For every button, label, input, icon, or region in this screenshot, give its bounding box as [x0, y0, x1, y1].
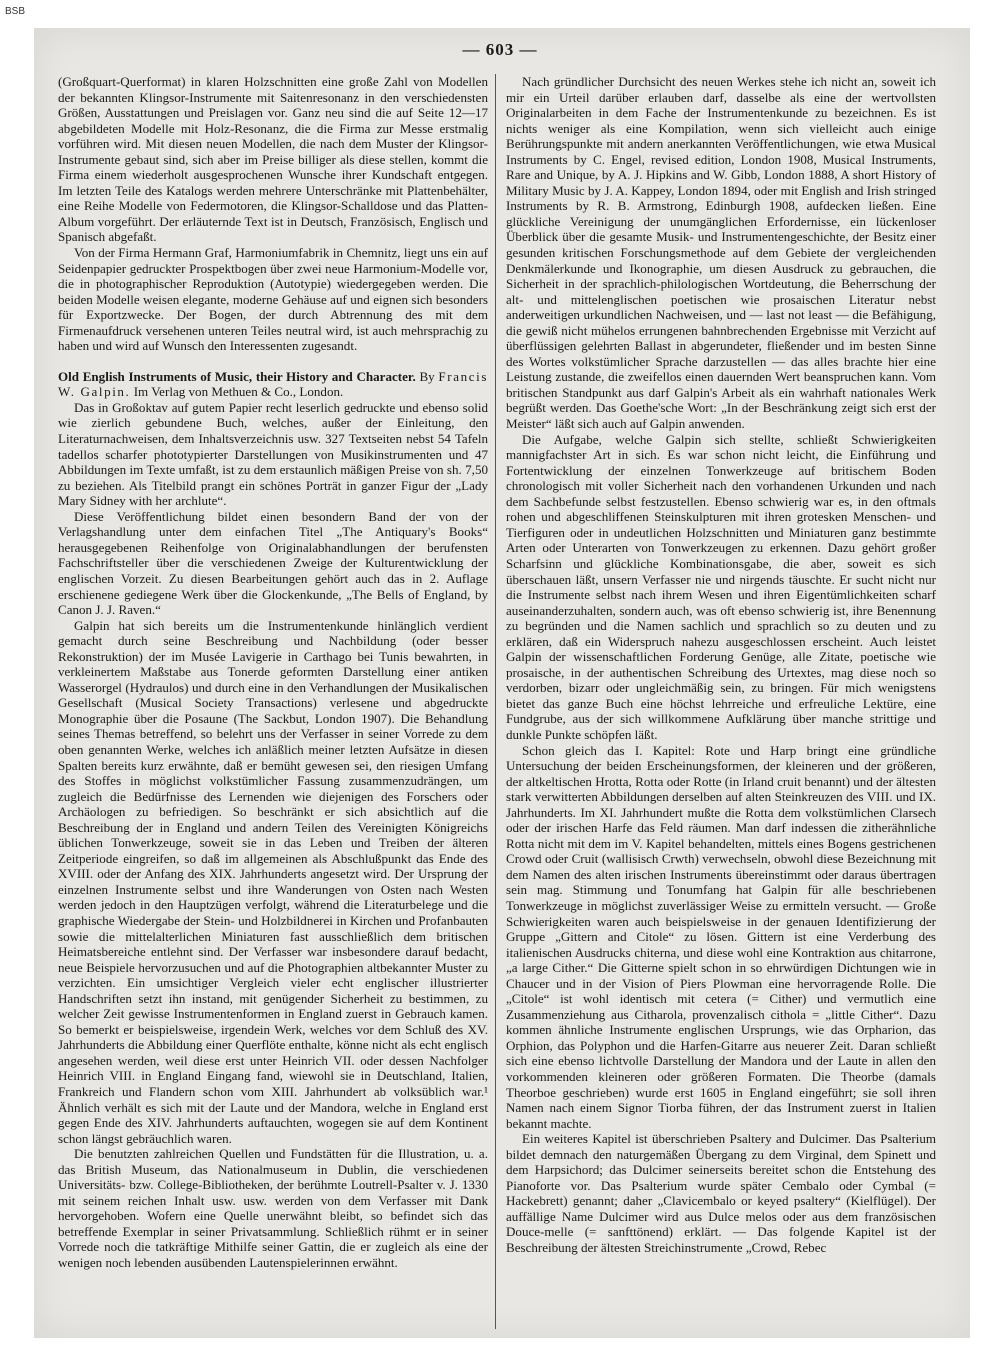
paragraph: Galpin hat sich bereits um die Instrumentenkunde hinlänglich verdient gemacht durch seine Beschreibung und Nachbildung (oder besser Rekonstruktion) der im Musée Lavigerie in Carthago bei Tunis bewahrten, in verkleinertem Maßstabe aus Tonerde geformten Darstellung einer antiken Wasserorgel (Hydraulos) und durch eine in den Verhandlungen der Musikalischen Gesellschaft (Musical Society Transactions) verlesene und abgedruckte Monographie über die Posaune (The Sackbut, London 1907). Die Behandlung seines Themas betreffend, so belehrt uns der Verfasser in seiner Vorrede zu dem oben genannten Werke, welches ich anläßlich meiner letzten Aufsätze in diesen Spalten bereits kurz erwähnte, daß er bemüht gewesen sei, den riesigen Umfang des Stoffes in möglichst volkstümlicher Fassung zusammenzudrängen, um zugleich die Bedürfnisse des Lernenden wie diejenigen des Forschers oder Archäologen zu befriedigen. So beschränkt er sich absichtlich auf die Beschreibung der in England und andern Teilen des Vereinigten Königreichs üblichen Tonwerkzeuge, soweit sie in das Leben und Treiben der älteren Zeitperiode eingreifen, so daß im allgemeinen als Abschlußpunkt das Ende des XVIII. oder der Anfang des XIX. Jahrhunderts angesetzt wird. Der Ursprung der einzelnen Instrumente selbst und ihre Wanderungen von Osten nach Westen werden jedoch in den Hauptzügen verfolgt, während die Literaturbelege und die graphische Wiedergabe der Stein- und Holzbildnerei in Kirchen und Profanbauten sowie die mittelalterlichen Miniaturen fast ausschließlich dem britischen Heimatsbereiche entlehnt sind. Der Verfasser war insbesondere darauf bedacht, neue Beispiele hervorzusuchen und auf die Photographien altbekannter Muster zu verzichten. Ein umsichtiger Vergleich vieler echt englischer illustrierter Handschriften setzt ihn instand, mit genügender Sicherheit zu bestimmen, zu welcher Zeit gewisse Instrumentenformen in England zuerst in Gebrauch kamen. So bemerkt er beispielsweise, irgendein Werk, welches vor dem Schluß des XV. Jahrhunderts die Abbildung einer Querflöte enthalte, könne nicht als echt englisch angesehen werden, weil diese erst unter Heinrich VII. oder dessen Nachfolger Heinrich VIII. in England Eingang fand, wiewohl sie in Deutschland, Italien, Frankreich und Flandern schon vom XIII. Jahrhundert ab volksüblich war.¹ Ähnlich verhält es sich mit der Laute und der Mandora, welche in England erst gegen Ende des XIV. Jahrhunderts auftauchten, wogegen sie auf dem Kontinent schon längst gebräuchlich waren.	[58, 617, 488, 1146]
review-heading	[58, 369, 488, 400]
paragraph: Das in Großoktav auf gutem Papier recht leserlich gedruckte und ebenso solid wie zierlich gebundene Buch, welches, außer der Einleitung, den Literaturnachweisen, dem Inhaltsverzeichnis usw. 327 Textseiten nebst 54 Tafeln tadellos scharfer phototypierter Darstellungen von Musikinstrumenten und 47 Abbildungen im Texte umfaßt, ist zu dem erstaunlich mäßigen Preise von sh. 7,50 zu beziehen. Als Titelbild prangt ein schönes Porträt in ganzer Figur der „Lady Mary Sidney with her archlute“.	[58, 399, 488, 509]
review-publisher: Im Verlag von Methuen & Co., London.	[133, 384, 344, 400]
page-number: — 603 —	[462, 40, 538, 59]
right-column	[506, 74, 936, 1256]
paragraph: Die Aufgabe, welche Galpin sich stellte, schließt Schwierigkeiten mannigfachster Art in sich. Es war schon nicht leicht, die Einführung und Fortentwicklung der einzelnen Tonwerkzeuge auf britischem Boden chronologisch mit voller Sicherheit nach den vorhandenen Urkunden und nach dem Sachbefunde selbst festzustellen. Ebenso schwierig war es, in den oftmals rohen und abgeschliffenen Steinskulpturen mit ihren grotesken Menschen- und Tierfiguren oder in undeutlichen Holzschnitten und Miniaturen ganz bestimmte Arten oder Unterarten von Tonwerkzeugen zu erkennen. Dazu gehört großer Scharfsinn und glückliche Kombinationsgabe, die aber, soweit es sich überschauen läßt, unsern Verfasser nie und nirgends täuschte. Er sucht nicht nur die Instrumente selbst nach ihrem Wesen und ihren Eigentümlichkeiten scharf auseinanderzuhalten, sondern auch, was oft ebenso schwierig ist, ihre Benennung zu begründen und die Namen sachlich und sprachlich so zu deuten und zu erklären, daß ein Widerspruch nahezu ausgeschlossen erscheint. Auch leistet Galpin der wissenschaftlichen Forderung Genüge, alle Zitate, poetische wie prosaische, in der authentischen Schreibung des Urtextes, mag diese noch so verdorben, bizarr oder ungleichmäßig sein, zu bringen. Für mich wenigstens bietet das ganze Buch eine höchst lehrreiche und erfreuliche Lektüre, eine Fundgrube, aus der sich willkommene Aufklärung über manche strittige und dunkle Punkte schöpfen läßt.	[506, 431, 936, 742]
paragraph: Schon gleich das I. Kapitel: Rote und Harp bringt eine gründliche Untersuchung der beiden Erscheinungsformen, der kleineren und der größeren, der altkeltischen Hrotta, Rotta oder Rotte (in Irland cruit benannt) und der ältesten stark verwitterten Abbildungen derselben auf alten Steinkreuzen des VIII. und IX. Jahrhunderts. Im XI. Jahrhundert mußte die Rotta dem volkstümlichen Clarsech oder der irischen Harfe das Feld räumen. Man darf indessen die zitherähnliche Rotta nicht mit dem im V. Kapitel behandelten, mittels eines Bogens gestrichenen Crowd oder Cruit (wallisisch Crwth) verwechseln, obwohl diese Bezeichnung mit dem Namen des alten irischen Instruments übereinstimmt oder daraus übertragen sein mag. Stimmung und Tonumfang hat Galpin für alle beschriebenen Tonwerkzeuge in möglichst zuverlässiger Weise zu ermitteln versucht. — Große Schwierigkeiten waren auch beispielsweise in der genauen Identifizierung der Gruppe „Gittern and Citole“ zu lösen. Gittern ist eine Verderbung des italienischen Ausdrucks chiterna, und diese wohl eine Kontraktion aus chitarrone, „a large Cither.“ Die Gitterne spielt schon in so ehrwürdigen Dichtungen wie in Chaucer und in der Vision of Piers Plowman eine hervorragende Rolle. Die „Citole“ ist wohl identisch mit cetera (= Cither) und vermutlich eine Zusammenziehung aus Citharola, provenzalisch cithola = „little Cither“. Dazu kommen ähnliche Instrumente englischen Ursprungs, wie das Orpharion, das Orphion, das Polyphon und die Harfen-Gitarre aus neuerer Zeit. Daran schließt sich eine ebenso lichtvolle Darstellung der Mandora und der Laute in allen den vorkommenden kleineren oder größeren Formaten. Die Theorbe (damals Theorboe geschrieben) wurde erst 1605 in England eingeführt; sie soll ihren Namen nach einem Signor Tiorba führen, der das Instrument zuerst in Italien bekannt machte.	[506, 742, 936, 1131]
column-divider	[495, 74, 496, 1329]
paragraph: Nach gründlicher Durchsicht des neuen Werkes stehe ich nicht an, soweit ich mir ein Urteil darüber erlauben darf, dasselbe als eine der wertvollsten Originalarbeiten in dem Fache der Instrumentenkunde zu bezeichnen. Es ist nichts weniger als eine Kompilation, wenn sich vielleicht auch einige Berührungspunkte mit andern anerkannten Veröffentlichungen, wie etwa Musical Instruments by C. Engel, revised edition, London 1908, Musical Instruments, Rare and Unique, by A. J. Hipkins and W. Gibb, London 1888, A short History of Military Music by J. A. Kappey, London 1894, oder mit English and Irish stringed Instruments by R. B. Armstrong, Edinburgh 1908, aufdecken ließen. Eine glückliche Vereinigung der unumgänglichen Erfordernisse, ein lückenloser Überblick über die gesamte Musik- und Instrumentengeschichte, der Besitz einer gesunden kritischen Forschungsmethode auf dem Gebiete der vergleichenden Denkmälerkunde und Ikonographie, um diesen Ausdruck zu gebrauchen, die Sicherheit in der sprachlich-philologischen Wortdeutung, die Beherrschung der alt- und mittelenglischen poetischen wie prosaischen Literatur nebst anderweitigen urkundlichen Nachweisen, und — last not least — die Befähigung, die gewiß nicht mühelos errungenen bahnbrechenden Ergebnisse mit Verzicht auf überflüssigen gelehrten Ballast in abgerundeter, fließender und im besten Sinne des Wortes volkstümlicher Sprache darzustellen — das alles brachte hier eine Leistung zustande, die zweifellos einen dauernden Wert beanspruchen kann. Vom britischen Standpunkt aus darf Galpin's Arbeit als ein wahrhaft nationales Werk begrüßt werden. Das Goethe'sche Wort: „In der Beschränkung zeigt sich erst der Meister“ läßt sich auch auf Galpin anwenden.	[506, 74, 936, 432]
paragraph: Ein weiteres Kapitel ist überschrieben Psaltery and Dulcimer. Das Psalterium bildet demnach den naturgemäßen Übergang zu dem Virginal, dem Spinett und dem Harpsichord; das Dulcimer seinerseits bereitet schon die Entstehung des Pianoforte vor. Das Psalterium wurde später Cembalo oder Cymbal (= Hackebrett) genannt; daher „Clavicembalo or keyed psaltery“ (Kielflügel). Der auffällige Name Dulcimer wird aus Dulce melos oder aus dem französischen Douce-melle (= sanfttönend) erklärt. — Das folgende Kapitel ist der Beschreibung der ältesten Streichinstrumente „Crowd, Rebec	[506, 1131, 936, 1256]
left-column	[58, 74, 488, 1271]
review-title: Old English Instruments of Music, their History and Character.	[58, 368, 416, 384]
library-watermark: BSB	[5, 6, 26, 17]
paragraph: Diese Veröffentlichung bildet einen besondern Band der von der Verlagshandlung unter dem einfachen Titel „The Antiquary's Books“ herausgegebenen Reihenfolge von Originalabhandlungen der berufensten Fachschriftsteller über die verschiedenen Zweige der Kulturentwicklung der englischen Vorzeit. Zu diesen Bearbeitungen gehört auch das in 2. Auflage erschienene gediegene Werk über die Glockenkunde, „The Bells of England, by Canon J. J. Raven.“	[58, 508, 488, 618]
paragraph: Von der Firma Hermann Graf, Harmoniumfabrik in Chemnitz, liegt uns ein auf Seidenpapier gedruckter Prospektbogen über zwei neue Harmonium-Modelle vor, die in photographischer Reproduktion (Autotypie) wiedergegeben werden. Die beiden Modelle weisen elegante, moderne Gehäuse auf und eignen sich besonders für Exportzwecke. Der Bogen, der durch Abtrennung des mit dem Firmenaufdruck versehenen unteren Teiles neutral wird, ist auch mehrsprachig zu haben und wird auf Wunsch den Interessenten zugesandt.	[58, 245, 488, 354]
review-author: Francis W. Galpin.	[58, 368, 489, 400]
review-by: By	[419, 368, 435, 384]
paragraph: Die benutzten zahlreichen Quellen und Fundstätten für die Illustration, u. a. das British Museum, das Nationalmuseum in Dublin, die verschiedenen Universitäts- bzw. College-Bibliotheken, der berühmte Loutrell-Psalter v. J. 1330 mit seinem reichen Inhalt usw. usw. werden von dem Verfasser mit Dank hervorgehoben. Wofern eine Quelle unerwähnt bleibt, so befindet sich das betreffende Exemplar in seiner Privatsammlung. Schließlich rühmt er in seiner Vorrede noch die tatkräftige Mithilfe seiner Gattin, die er zugleich als eine der wenigen noch lebenden ausübenden Lautenspielerinnen erwähnt.	[58, 1146, 488, 1271]
paragraph: (Großquart-Querformat) in klaren Holzschnitten eine große Zahl von Modellen der bekannten Klingsor-Instrumente mit Saitenresonanz in den verschiedensten Größen, Ausstattungen und Preislagen vor. Ganz neu sind die auf Seite 12—17 abgebildeten Modelle mit Holz-Resonanz, die die Firma zur Messe erstmalig vorführen wird. Mit diesen neuen Modellen, die nach dem Muster der Klingsor-Instrumente gebaut sind, sich aber im Preise billiger als diese stellen, kommt die Firma einem wiederholt ausgesprochenen Wunsche ihrer Kundschaft entgegen. Im letzten Teile des Katalogs werden mehrere Unterschränke mit Plattenbehälter, eine Reihe Modelle von Federmotoren, die Klingsor-Schalldose und das Platten-Album vorgeführt. Der erläuternde Text ist in Deutsch, Französisch, Englisch und Spanisch abgefaßt.	[58, 74, 488, 245]
